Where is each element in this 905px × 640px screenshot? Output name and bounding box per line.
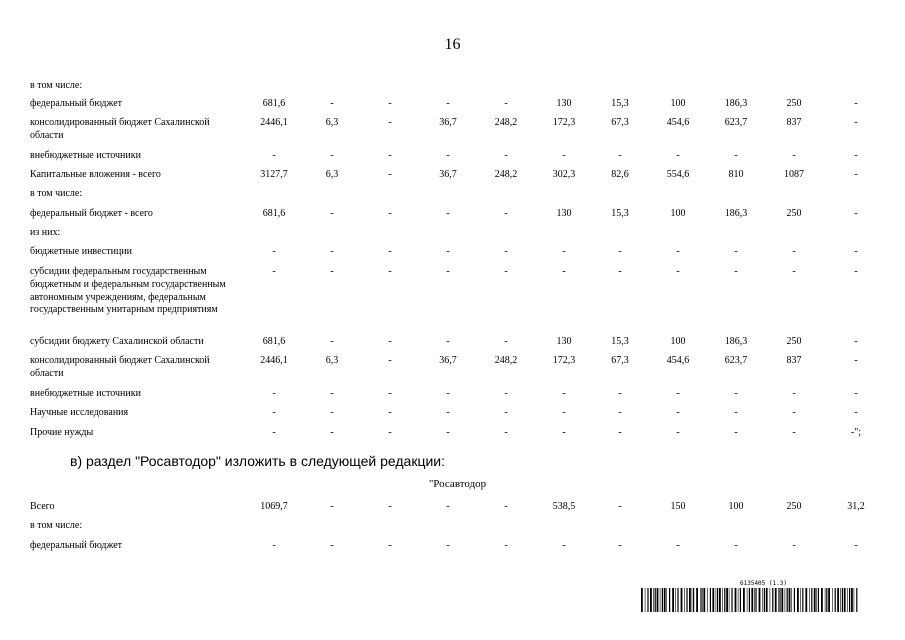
row-value: - bbox=[562, 246, 566, 257]
row-value: 248,2 bbox=[494, 117, 518, 128]
row-value: - bbox=[330, 336, 334, 347]
barcode-bar bbox=[805, 588, 807, 612]
barcode-bar bbox=[662, 588, 663, 612]
barcode-bar bbox=[755, 588, 756, 612]
row-value: - bbox=[504, 208, 508, 219]
row-label: федеральный бюджет - всего bbox=[30, 208, 153, 219]
row-value: 186,3 bbox=[724, 208, 748, 219]
barcode-bar bbox=[802, 588, 803, 612]
row-value: 15,3 bbox=[611, 336, 629, 347]
barcode-bar bbox=[828, 588, 830, 612]
row-label: Научные исследования bbox=[30, 407, 129, 418]
row-value: - bbox=[330, 407, 334, 418]
row-value: - bbox=[854, 246, 858, 257]
barcode-bar bbox=[729, 588, 730, 612]
row-value: 1087 bbox=[784, 169, 804, 180]
barcode-bar bbox=[726, 588, 728, 612]
barcode-bar bbox=[740, 588, 741, 612]
row-value: - bbox=[388, 355, 392, 366]
section-title: "Росавтодор bbox=[428, 478, 487, 490]
row-value: - bbox=[618, 540, 622, 551]
row-value: - bbox=[446, 407, 450, 418]
row-value: 3127,7 bbox=[260, 169, 288, 180]
row-value: - bbox=[446, 427, 450, 438]
barcode-bar bbox=[710, 588, 711, 612]
row-value: - bbox=[388, 407, 392, 418]
row-value: - bbox=[504, 501, 508, 512]
row-value: - bbox=[388, 150, 392, 161]
barcode-bar bbox=[811, 588, 812, 612]
row-value: - bbox=[854, 407, 858, 418]
row-label: бюджетные инвестиции bbox=[30, 246, 133, 257]
row-value: 36,7 bbox=[439, 117, 457, 128]
barcode-bar bbox=[693, 588, 694, 612]
barcode-bar bbox=[778, 588, 779, 612]
row-value: - bbox=[388, 117, 392, 128]
row-value: - bbox=[618, 246, 622, 257]
row-value: - bbox=[388, 208, 392, 219]
row-value: - bbox=[446, 501, 450, 512]
barcode-bar bbox=[844, 588, 846, 612]
barcode-bar bbox=[789, 588, 791, 612]
row-value: - bbox=[562, 150, 566, 161]
row-value: - bbox=[792, 427, 796, 438]
barcode-bar bbox=[700, 588, 701, 612]
row-value: - bbox=[734, 427, 738, 438]
row-value: - bbox=[562, 388, 566, 399]
barcode-bar bbox=[717, 588, 718, 612]
row-value: - bbox=[330, 501, 334, 512]
row-value: 6,3 bbox=[325, 117, 339, 128]
row-value: - bbox=[272, 246, 276, 257]
barcode-bar bbox=[840, 588, 841, 612]
row-value: 36,7 bbox=[439, 169, 457, 180]
row-value: - bbox=[562, 407, 566, 418]
row-value: - bbox=[792, 150, 796, 161]
row-label: федеральный бюджет bbox=[30, 98, 123, 109]
row-value: - bbox=[734, 266, 738, 277]
row-value: 250 bbox=[786, 501, 802, 512]
barcode-bar bbox=[775, 588, 777, 612]
row-value: 186,3 bbox=[724, 98, 748, 109]
row-value: - bbox=[504, 266, 508, 277]
barcode-bar bbox=[856, 588, 857, 612]
row-value: - bbox=[562, 266, 566, 277]
row-value: 82,6 bbox=[611, 169, 629, 180]
row-value: - bbox=[792, 266, 796, 277]
row-value: 681,6 bbox=[262, 208, 286, 219]
row-value: - bbox=[388, 388, 392, 399]
row-value: 250 bbox=[786, 208, 802, 219]
barcode-bar bbox=[681, 588, 683, 612]
row-value: - bbox=[272, 388, 276, 399]
row-value: 31,2 bbox=[847, 501, 865, 512]
row-value: - bbox=[734, 388, 738, 399]
row-value: - bbox=[272, 540, 276, 551]
row-value: - bbox=[676, 427, 680, 438]
row-value: - bbox=[504, 336, 508, 347]
barcode-bar bbox=[696, 588, 698, 612]
row-value: 172,3 bbox=[552, 117, 576, 128]
row-label: консолидированный бюджет Сахалинской области bbox=[30, 117, 210, 141]
barcode-image bbox=[641, 588, 859, 612]
barcode-bar bbox=[837, 588, 839, 612]
barcode-bar bbox=[719, 588, 721, 612]
row-value: - bbox=[330, 208, 334, 219]
barcode-bar bbox=[749, 588, 750, 612]
barcode-bar bbox=[653, 588, 654, 612]
barcode-bar bbox=[735, 588, 737, 612]
row-value: 250 bbox=[786, 98, 802, 109]
barcode-bar bbox=[650, 588, 652, 612]
row-value: 15,3 bbox=[611, 208, 629, 219]
row-value: - bbox=[854, 336, 858, 347]
row-value: - bbox=[854, 150, 858, 161]
barcode-bar bbox=[657, 588, 659, 612]
barcode-bar bbox=[772, 588, 773, 612]
row-value: - bbox=[618, 266, 622, 277]
barcode-bar bbox=[809, 588, 810, 612]
barcode-bar bbox=[751, 588, 753, 612]
row-value: 67,3 bbox=[611, 355, 629, 366]
barcode-bar bbox=[724, 588, 725, 612]
barcode-bar bbox=[672, 588, 674, 612]
row-value: - bbox=[388, 540, 392, 551]
row-value: 186,3 bbox=[724, 336, 748, 347]
row-value: - bbox=[446, 208, 450, 219]
row-value: - bbox=[446, 98, 450, 109]
barcode-bar bbox=[764, 588, 765, 612]
row-value: 172,3 bbox=[552, 355, 576, 366]
row-value: 100 bbox=[670, 336, 686, 347]
row-value: 130 bbox=[556, 336, 572, 347]
row-value: -"; bbox=[850, 427, 862, 438]
row-value: - bbox=[618, 501, 622, 512]
barcode-bar bbox=[762, 588, 763, 612]
row-value: - bbox=[854, 266, 858, 277]
row-value: 100 bbox=[728, 501, 744, 512]
row-value: - bbox=[792, 246, 796, 257]
row-value: - bbox=[330, 540, 334, 551]
row-value: 454,6 bbox=[666, 117, 690, 128]
row-value: 837 bbox=[786, 117, 802, 128]
row-value: - bbox=[618, 388, 622, 399]
barcode-bar bbox=[731, 588, 732, 612]
barcode-bar bbox=[664, 588, 666, 612]
row-value: - bbox=[330, 266, 334, 277]
row-value: - bbox=[504, 388, 508, 399]
barcode-bar bbox=[847, 588, 848, 612]
barcode-bar bbox=[779, 588, 780, 612]
row-label: внебюджетные источники bbox=[30, 388, 141, 399]
barcode-bar bbox=[787, 588, 788, 612]
row-value: - bbox=[446, 540, 450, 551]
row-value: - bbox=[388, 246, 392, 257]
row-value: - bbox=[676, 266, 680, 277]
row-value: - bbox=[618, 150, 622, 161]
row-label: субсидии федеральным государственным бюджетным и федеральным государственным автономным учреждениям, федеральным государственным унитарным предприятиям bbox=[30, 266, 226, 316]
barcode-bar bbox=[707, 588, 708, 612]
row-value: - bbox=[676, 407, 680, 418]
row-value: - bbox=[446, 150, 450, 161]
row-value: - bbox=[676, 246, 680, 257]
row-value: 454,6 bbox=[666, 355, 690, 366]
row-value: - bbox=[504, 246, 508, 257]
barcode-bar bbox=[814, 588, 816, 612]
row-value: - bbox=[272, 427, 276, 438]
barcode-bar bbox=[842, 588, 843, 612]
row-value: - bbox=[792, 407, 796, 418]
row-value: - bbox=[330, 98, 334, 109]
row-value: - bbox=[330, 427, 334, 438]
row-label: федеральный бюджет bbox=[30, 540, 123, 551]
row-value: 130 bbox=[556, 98, 572, 109]
row-value: 538,5 bbox=[552, 501, 576, 512]
barcode-bar bbox=[747, 588, 748, 612]
row-value: - bbox=[504, 540, 508, 551]
row-value: 623,7 bbox=[724, 355, 748, 366]
barcode-bar bbox=[689, 588, 691, 612]
row-value: 36,7 bbox=[439, 355, 457, 366]
row-value: 302,3 bbox=[552, 169, 576, 180]
row-value: - bbox=[734, 150, 738, 161]
row-value: - bbox=[734, 407, 738, 418]
barcode-bar bbox=[835, 588, 836, 612]
row-value: 1069,7 bbox=[260, 501, 288, 512]
row-value: 130 bbox=[556, 208, 572, 219]
barcode-bar bbox=[677, 588, 678, 612]
barcode-bar bbox=[800, 588, 801, 612]
row-value: - bbox=[854, 117, 858, 128]
barcode-bar bbox=[816, 588, 817, 612]
row-value: - bbox=[272, 150, 276, 161]
barcode-bar bbox=[716, 588, 717, 612]
barcode-caption: 6135405 (1.3) bbox=[740, 580, 787, 587]
row-value: - bbox=[388, 336, 392, 347]
row-value: 2446,1 bbox=[260, 117, 288, 128]
row-value: - bbox=[388, 501, 392, 512]
barcode-bar bbox=[703, 588, 705, 612]
row-value: 6,3 bbox=[325, 169, 339, 180]
row-value: 100 bbox=[670, 208, 686, 219]
barcode-bar bbox=[669, 588, 670, 612]
row-value: - bbox=[504, 150, 508, 161]
barcode-bar bbox=[655, 588, 656, 612]
row-value: - bbox=[504, 407, 508, 418]
row-value: - bbox=[330, 246, 334, 257]
barcode-bar bbox=[832, 588, 833, 612]
row-value: - bbox=[792, 540, 796, 551]
barcode-bar bbox=[854, 588, 855, 612]
page-number: 16 bbox=[444, 36, 461, 53]
row-value: 554,6 bbox=[666, 169, 690, 180]
row-value: 15,3 bbox=[611, 98, 629, 109]
barcode-bar bbox=[722, 588, 723, 612]
row-value: 681,6 bbox=[262, 98, 286, 109]
row-value: 623,7 bbox=[724, 117, 748, 128]
barcode-bar bbox=[738, 588, 739, 612]
row-value: - bbox=[388, 169, 392, 180]
barcode-bar bbox=[675, 588, 676, 612]
barcode-bar bbox=[770, 588, 771, 612]
instruction-text: в) раздел "Росавтодор" изложить в следующей редакции: bbox=[70, 453, 446, 469]
row-value: - bbox=[388, 266, 392, 277]
row-value: - bbox=[854, 98, 858, 109]
row-value: - bbox=[330, 150, 334, 161]
row-value: 2446,1 bbox=[260, 355, 288, 366]
row-value: - bbox=[562, 540, 566, 551]
barcode-bar bbox=[660, 588, 661, 612]
row-value: - bbox=[446, 246, 450, 257]
barcode-bar bbox=[825, 588, 826, 612]
barcode-bar bbox=[684, 588, 685, 612]
row-value: - bbox=[446, 336, 450, 347]
row-value: - bbox=[854, 388, 858, 399]
row-value: 837 bbox=[786, 355, 802, 366]
row-value: 100 bbox=[670, 98, 686, 109]
barcode-bar bbox=[785, 588, 786, 612]
row-label: субсидии бюджету Сахалинской области bbox=[30, 336, 204, 347]
barcode-bar bbox=[821, 588, 823, 612]
barcode-bar bbox=[766, 588, 768, 612]
row-value: - bbox=[676, 540, 680, 551]
row-value: - bbox=[562, 427, 566, 438]
barcode-bar bbox=[647, 588, 648, 612]
row-label: в том числе: bbox=[30, 188, 83, 199]
barcode-bar bbox=[712, 588, 714, 612]
barcode-bar bbox=[645, 588, 646, 612]
row-label: в том числе: bbox=[30, 80, 83, 91]
row-value: - bbox=[854, 355, 858, 366]
row-value: - bbox=[272, 407, 276, 418]
row-value: - bbox=[618, 407, 622, 418]
barcode-bar bbox=[781, 588, 783, 612]
row-value: - bbox=[676, 150, 680, 161]
barcode-bar bbox=[701, 588, 702, 612]
barcode-bar bbox=[754, 588, 755, 612]
barcode-bar bbox=[791, 588, 792, 612]
barcode-bar bbox=[849, 588, 850, 612]
barcode-bar bbox=[692, 588, 693, 612]
row-value: - bbox=[734, 540, 738, 551]
row-value: - bbox=[854, 540, 858, 551]
row-value: - bbox=[504, 98, 508, 109]
row-value: - bbox=[388, 427, 392, 438]
row-value: - bbox=[676, 388, 680, 399]
barcode-bar bbox=[826, 588, 827, 612]
barcode-bar bbox=[759, 588, 761, 612]
row-value: 681,6 bbox=[262, 336, 286, 347]
barcode-bar bbox=[797, 588, 799, 612]
barcode-bar bbox=[686, 588, 687, 612]
row-value: - bbox=[734, 246, 738, 257]
row-value: - bbox=[272, 266, 276, 277]
barcode-bar bbox=[851, 588, 853, 612]
barcode-bar bbox=[666, 588, 667, 612]
row-value: - bbox=[854, 169, 858, 180]
row-value: 248,2 bbox=[494, 169, 518, 180]
row-value: - bbox=[792, 388, 796, 399]
barcode-bar bbox=[794, 588, 795, 612]
row-value: 67,3 bbox=[611, 117, 629, 128]
row-label: в том числе: bbox=[30, 520, 83, 531]
row-value: 6,3 bbox=[325, 355, 339, 366]
row-value: - bbox=[618, 427, 622, 438]
row-value: - bbox=[446, 388, 450, 399]
row-label: консолидированный бюджет Сахалинской области bbox=[30, 355, 210, 379]
barcode-bar bbox=[818, 588, 819, 612]
row-value: 250 bbox=[786, 336, 802, 347]
barcode-bar bbox=[641, 588, 643, 612]
row-label: внебюджетные источники bbox=[30, 150, 141, 161]
row-value: - bbox=[330, 388, 334, 399]
row-value: - bbox=[504, 427, 508, 438]
row-value: - bbox=[854, 208, 858, 219]
row-value: 150 bbox=[670, 501, 686, 512]
row-value: - bbox=[446, 266, 450, 277]
row-value: - bbox=[388, 98, 392, 109]
row-label: из них: bbox=[30, 227, 61, 238]
row-value: 248,2 bbox=[494, 355, 518, 366]
barcode-bar bbox=[743, 588, 745, 612]
row-label: Прочие нужды bbox=[30, 427, 94, 438]
row-label: Всего bbox=[30, 501, 55, 512]
row-label: Капитальные вложения - всего bbox=[30, 169, 161, 180]
row-value: 810 bbox=[728, 169, 744, 180]
